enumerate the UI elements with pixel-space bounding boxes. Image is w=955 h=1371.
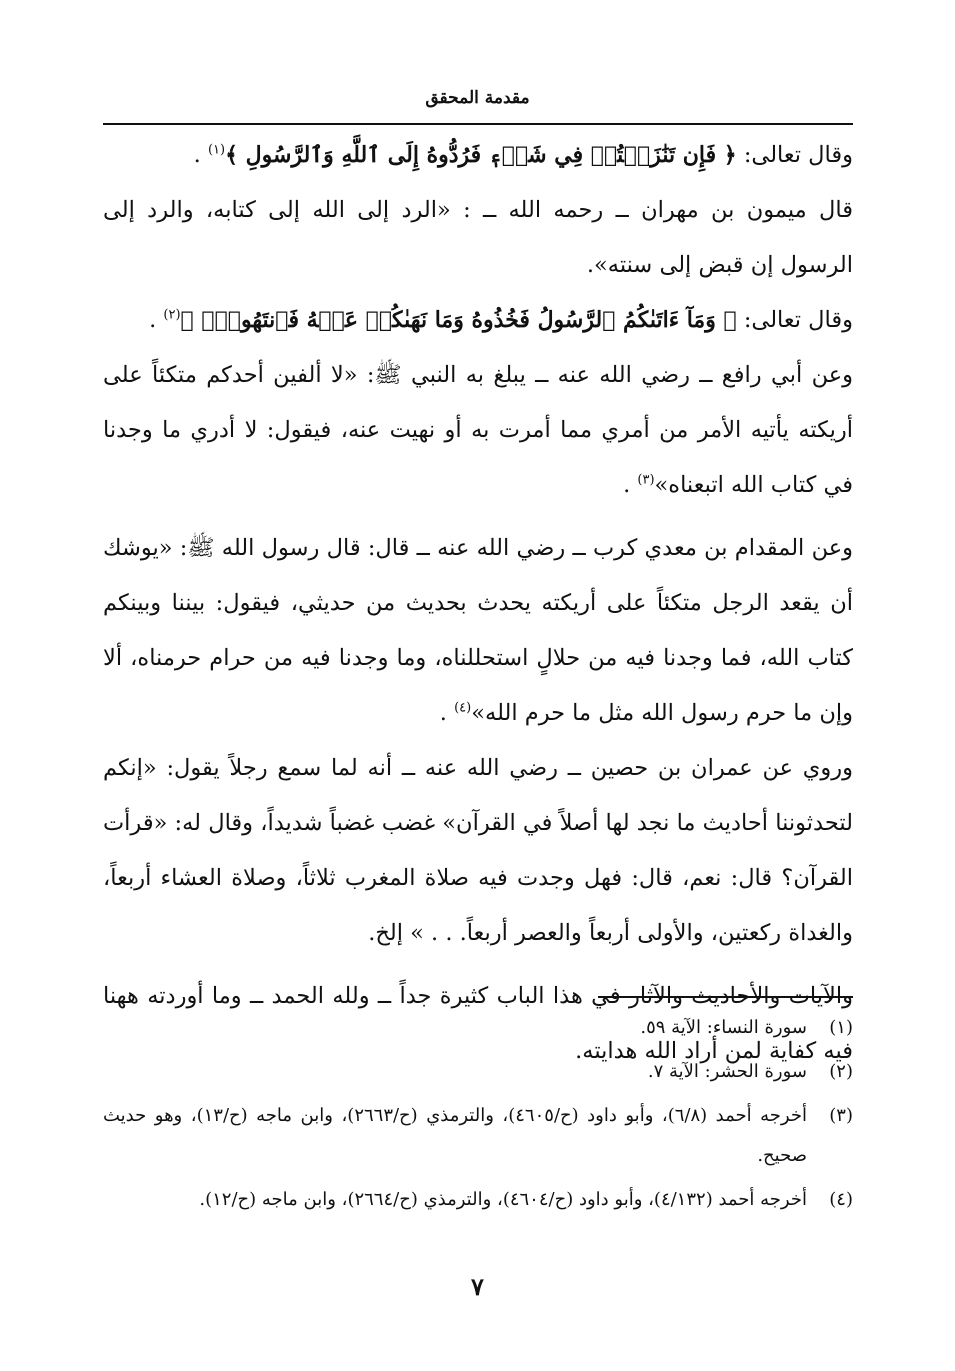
footnote-number: (٣) [829, 1105, 853, 1126]
footnote-divider [598, 996, 853, 998]
paragraph-miqdam [103, 521, 853, 741]
paragraph-end: . [193, 142, 208, 168]
main-text [103, 128, 853, 1079]
paragraph-end: . [439, 700, 455, 726]
quran-verse: ﴿ فَإِن تَنَٰزَعۡتُمۡ فِي شَيۡءٖ فَرُدُّوهُ إِلَى ٱللَّهِ وَٱلرَّسُولِ ﴾ [225, 142, 737, 168]
header-divider [103, 123, 853, 125]
paragraph-abu-rafi [103, 348, 853, 513]
paragraph-maymun: قال ميمون بن مهران ــ رحمه الله ــ : «الرد إلى الله إلى كتابه، والرد إلى الرسول إن قبض إلى سنته». [103, 197, 853, 278]
running-header: مقدمة المحقق [425, 88, 530, 108]
paragraph-text: وعن أبي رافع ــ رضي الله عنه ــ يبلغ به النبي ﷺ: «لا ألفين أحدكم متكئاً على أريكته يأتيه الأمر من أمري مما أمرت به أو نهيت عنه، فيقول: لا أدري ما وجدنا في كتاب الله اتبعناه» [103, 362, 853, 498]
footnote-marker: (٤) [454, 700, 472, 716]
footnote-text: سورة الحشر: الآية ٧. [647, 1061, 807, 1082]
paragraph-end: . [623, 472, 638, 498]
paragraph-intro: وقال تعالى: [736, 307, 853, 333]
page-number: ٧ [471, 1272, 484, 1301]
footnote-text: سورة النساء: الآية ٥٩. [640, 1017, 807, 1038]
footnote-text: أخرجه أحمد (٤/١٣٢)، وأبو داود (ح/٤٦٠٤)، والترمذي (ح/٢٦٦٤)، وابن ماجه (ح/١٢). [199, 1189, 807, 1210]
paragraph-conclusion: والآيات والأحاديث والآثار في هذا الباب كثيرة جداً ــ ولله الحمد ــ وما أوردته ههنا فيه كفاية لمن أراد الله هدايته. [103, 983, 853, 1064]
footnote-item [103, 1052, 853, 1092]
footnotes [103, 1008, 853, 1224]
paragraph-end: . [149, 307, 164, 333]
footnote-number: (٢) [829, 1061, 853, 1082]
paragraph-imran: وروي عن عمران بن حصين ــ رضي الله عنه ــ أنه لما سمع رجلاً يقول: «إنكم لتحدثوننا أحاديث ما نجد لها أصلاً في القرآن» غضب غضباً شديداً، وقال له: «قرأت القرآن؟ قال: نعم، قال: فهل وجدت فيه صلاة المغرب ثلاثاً، وصلاة العشاء أربعاً، والغداة ركعتين، والأولى أربعاً والعصر أربعاً. . . » إلخ. [103, 755, 853, 946]
footnote-item [103, 1008, 853, 1048]
footnote-number: (٤) [829, 1189, 853, 1210]
paragraph-text: وعن المقدام بن معدي كرب ــ رضي الله عنه ــ قال: قال رسول الله ﷺ: «يوشك أن يقعد الرجل متكئاً على أريكته يحدث بحديث من حديثي، فيقول: بيننا وبينكم كتاب الله، فما وجدنا فيه من حلالٍ استحللناه، وما وجدنا فيه من حرام حرمناه، ألا وإن ما حرم رسول الله مثل ما حرم الله» [103, 535, 853, 726]
footnote-item [103, 1096, 853, 1176]
paragraph-quran-nisa [103, 128, 853, 183]
footnote-marker: (٣) [637, 472, 655, 488]
footnote-marker: (٢) [163, 307, 181, 323]
footnote-text: أخرجه أحمد (٦/٨)، وأبو داود (ح/٤٦٠٥)، والترمذي (ح/٢٦٦٣)، وابن ماجه (ح/١٣)، وهو حديث صحيح. [103, 1105, 807, 1166]
footnote-item [103, 1180, 853, 1220]
footnote-number: (١) [829, 1017, 853, 1038]
quran-verse: ﴿ وَمَآ ءَاتَىٰكُمُ ٱلرَّسُولُ فَخُذُوهُ وَمَا نَهَىٰكُمۡ عَنۡهُ فَٱنتَهُواْۚ ﴾ [180, 307, 737, 333]
paragraph-intro: وقال تعالى: [736, 142, 853, 168]
footnote-marker: (١) [207, 142, 226, 158]
paragraph-quran-hashr [103, 293, 853, 348]
